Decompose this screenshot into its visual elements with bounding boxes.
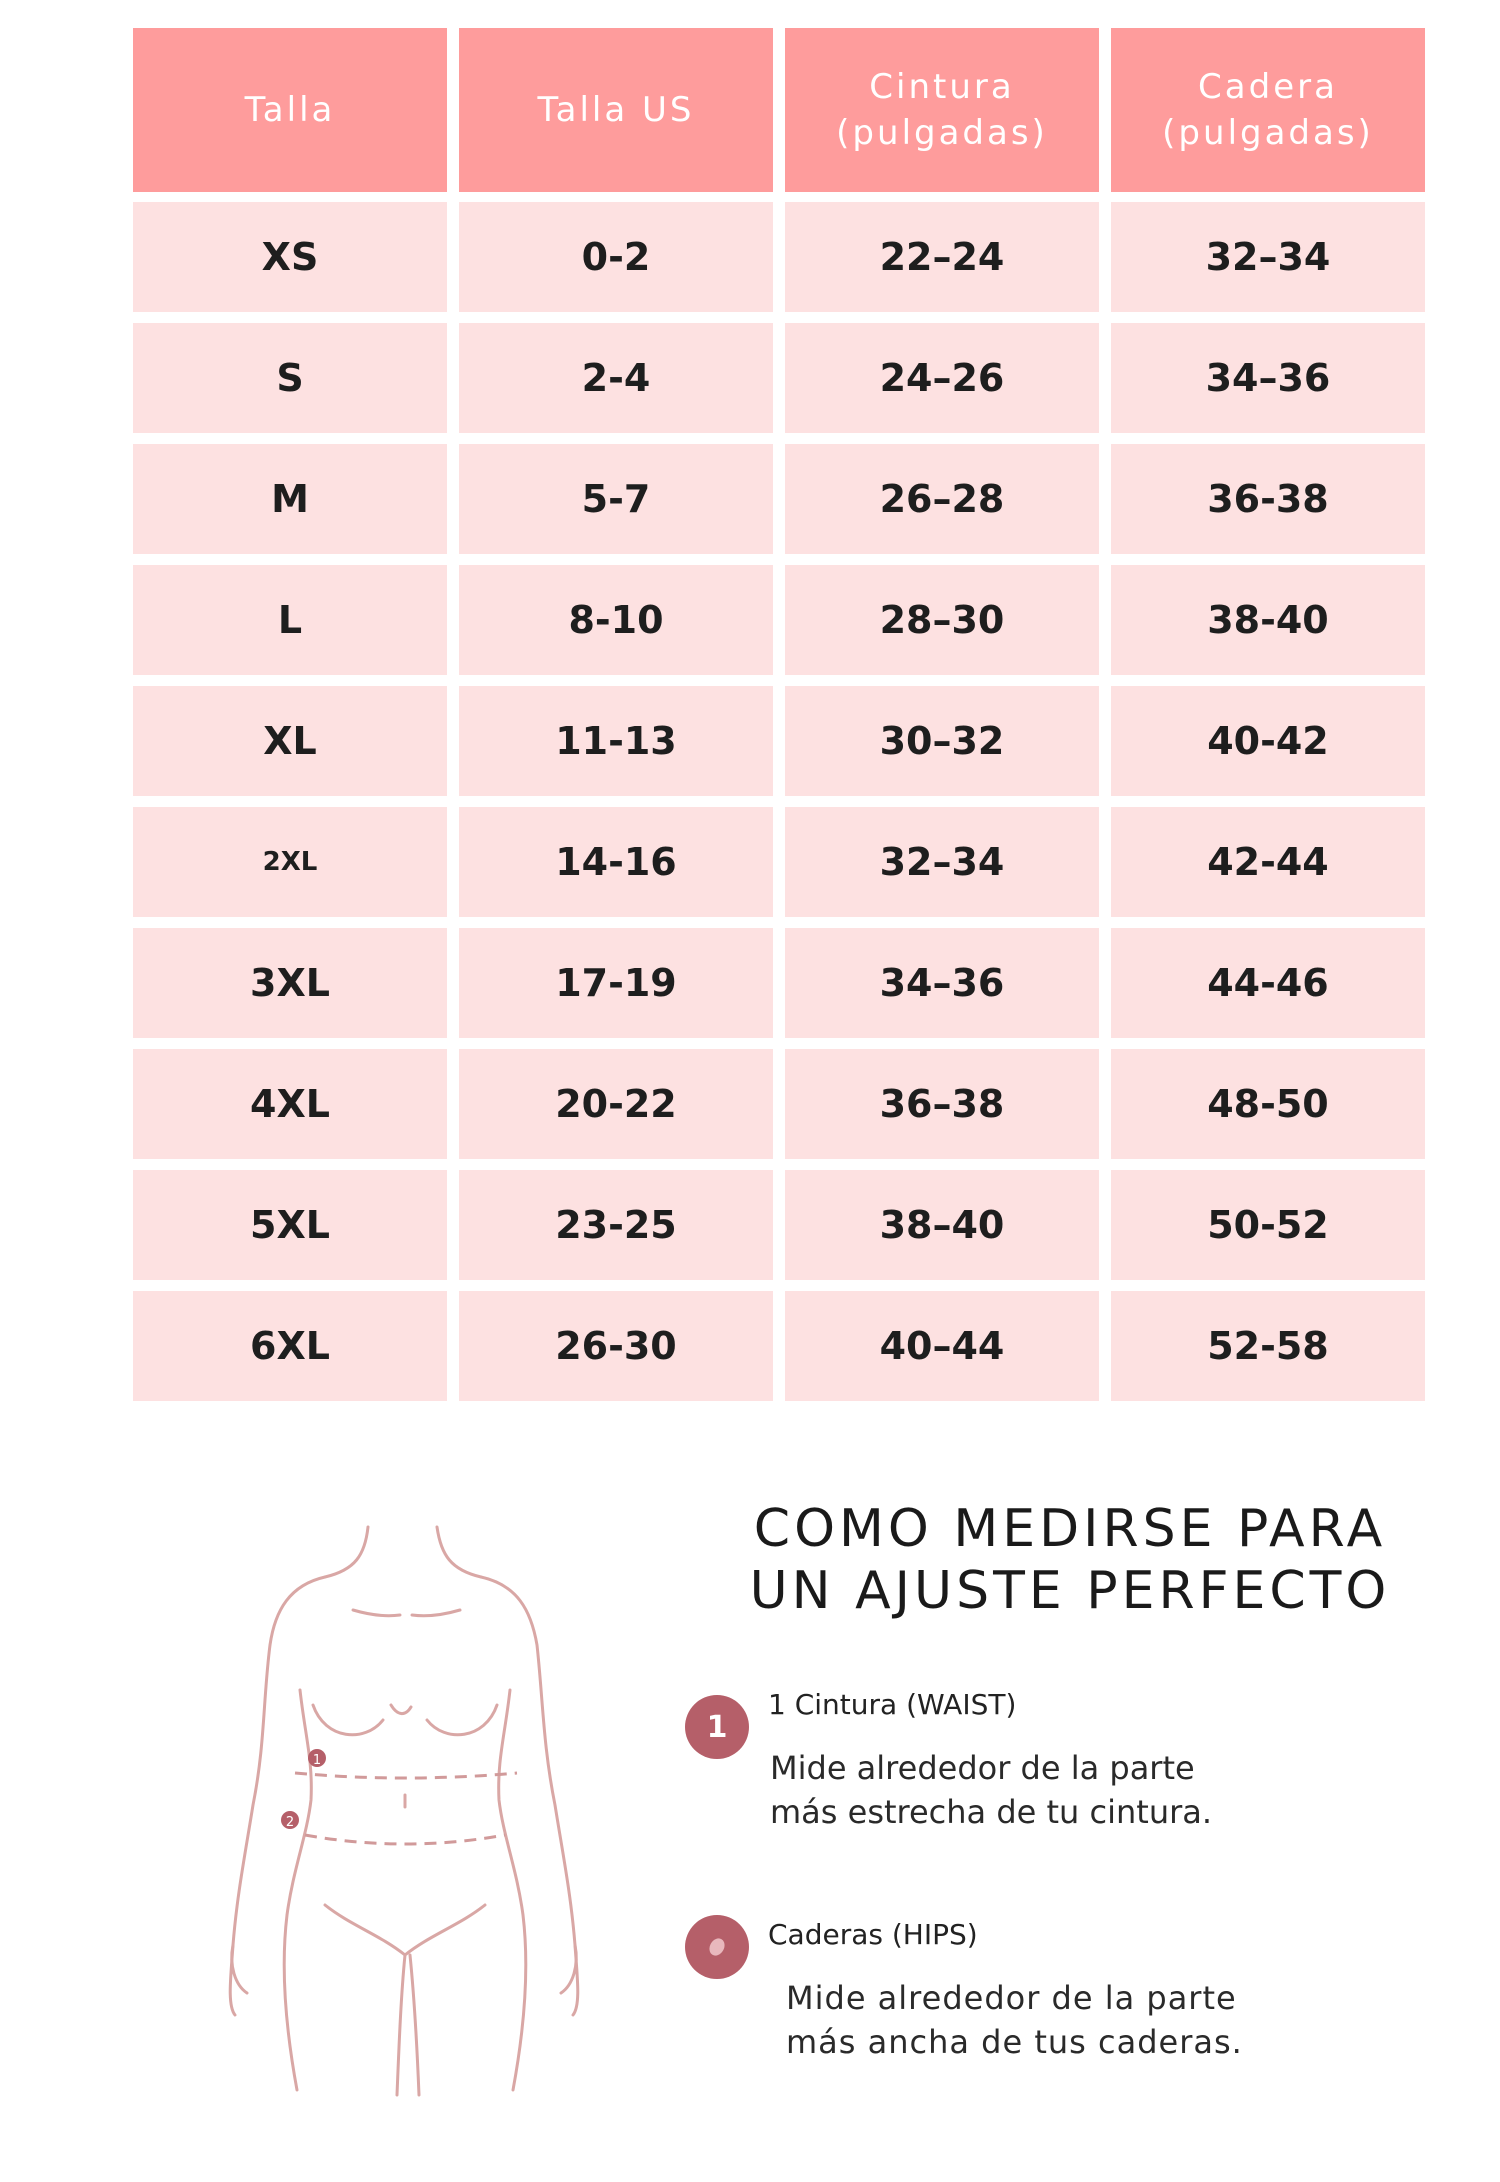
cell-talla-us: 20-22 — [459, 1049, 773, 1159]
body-measurement-illustration — [205, 1515, 605, 2105]
header-talla-us: Talla US — [459, 28, 773, 192]
cell-cintura: 32–34 — [785, 807, 1099, 917]
step-1-description: Mide alrededor de la parte más estrecha de tu cintura. — [770, 1749, 1213, 1831]
cell-cadera: 52-58 — [1111, 1291, 1425, 1401]
svg-text:2: 2 — [285, 1815, 295, 1830]
body-outline-icon — [230, 1527, 578, 2095]
cell-talla: 6XL — [133, 1291, 447, 1401]
how-to-measure-title: COMO MEDIRSE PARA UN AJUSTE PERFECTO — [749, 1499, 1391, 1621]
cell-cadera: 34–36 — [1111, 323, 1425, 433]
cell-talla: 5XL — [133, 1170, 447, 1280]
size-chart-table — [133, 28, 1427, 1412]
step-1-badge-icon: 1 — [685, 1695, 749, 1759]
cell-talla-us: 23-25 — [459, 1170, 773, 1280]
cell-talla-us: 17-19 — [459, 928, 773, 1038]
cell-cintura: 22–24 — [785, 202, 1099, 312]
cell-cintura: 38–40 — [785, 1170, 1099, 1280]
hip-marker-icon — [281, 1811, 299, 1830]
cell-cadera: 42-44 — [1111, 807, 1425, 917]
cell-cintura: 28–30 — [785, 565, 1099, 675]
cell-cintura: 30–32 — [785, 686, 1099, 796]
step-2-description: Mide alrededor de la parte más ancha de tus caderas. — [786, 1979, 1243, 2061]
cell-talla-us: 11-13 — [459, 686, 773, 796]
cell-talla-us: 14-16 — [459, 807, 773, 917]
cell-talla: 2XL — [133, 807, 447, 917]
waist-line — [295, 1773, 517, 1778]
cell-talla: 3XL — [133, 928, 447, 1038]
hips-badge-dot-icon — [706, 1936, 727, 1959]
hip-line — [305, 1835, 505, 1844]
cell-talla: M — [133, 444, 447, 554]
cell-cintura: 34–36 — [785, 928, 1099, 1038]
header-talla: Talla — [133, 28, 447, 192]
header-cintura: Cintura (pulgadas) — [785, 28, 1099, 192]
cell-talla: S — [133, 323, 447, 433]
cell-talla-us: 5-7 — [459, 444, 773, 554]
cell-talla: 4XL — [133, 1049, 447, 1159]
cell-cadera: 50-52 — [1111, 1170, 1425, 1280]
cell-cintura: 26–28 — [785, 444, 1099, 554]
cell-cadera: 48-50 — [1111, 1049, 1425, 1159]
header-cadera: Cadera (pulgadas) — [1111, 28, 1425, 192]
cell-talla-us: 8-10 — [459, 565, 773, 675]
cell-talla: L — [133, 565, 447, 675]
cell-cadera: 38-40 — [1111, 565, 1425, 675]
cell-talla-us: 2-4 — [459, 323, 773, 433]
cell-cadera: 40-42 — [1111, 686, 1425, 796]
svg-text:1: 1 — [312, 1753, 322, 1768]
step-1-title: 1 Cintura (WAIST) — [768, 1688, 1017, 1721]
cell-talla: XS — [133, 202, 447, 312]
cell-cintura: 40–44 — [785, 1291, 1099, 1401]
cell-cintura: 24–26 — [785, 323, 1099, 433]
step-2-badge-icon — [685, 1915, 749, 1979]
cell-cadera: 36-38 — [1111, 444, 1425, 554]
cell-talla-us: 26-30 — [459, 1291, 773, 1401]
cell-cadera: 44-46 — [1111, 928, 1425, 1038]
cell-cadera: 32–34 — [1111, 202, 1425, 312]
cell-talla-us: 0-2 — [459, 202, 773, 312]
step-2-title: Caderas (HIPS) — [768, 1918, 978, 1951]
cell-cintura: 36–38 — [785, 1049, 1099, 1159]
cell-talla: XL — [133, 686, 447, 796]
